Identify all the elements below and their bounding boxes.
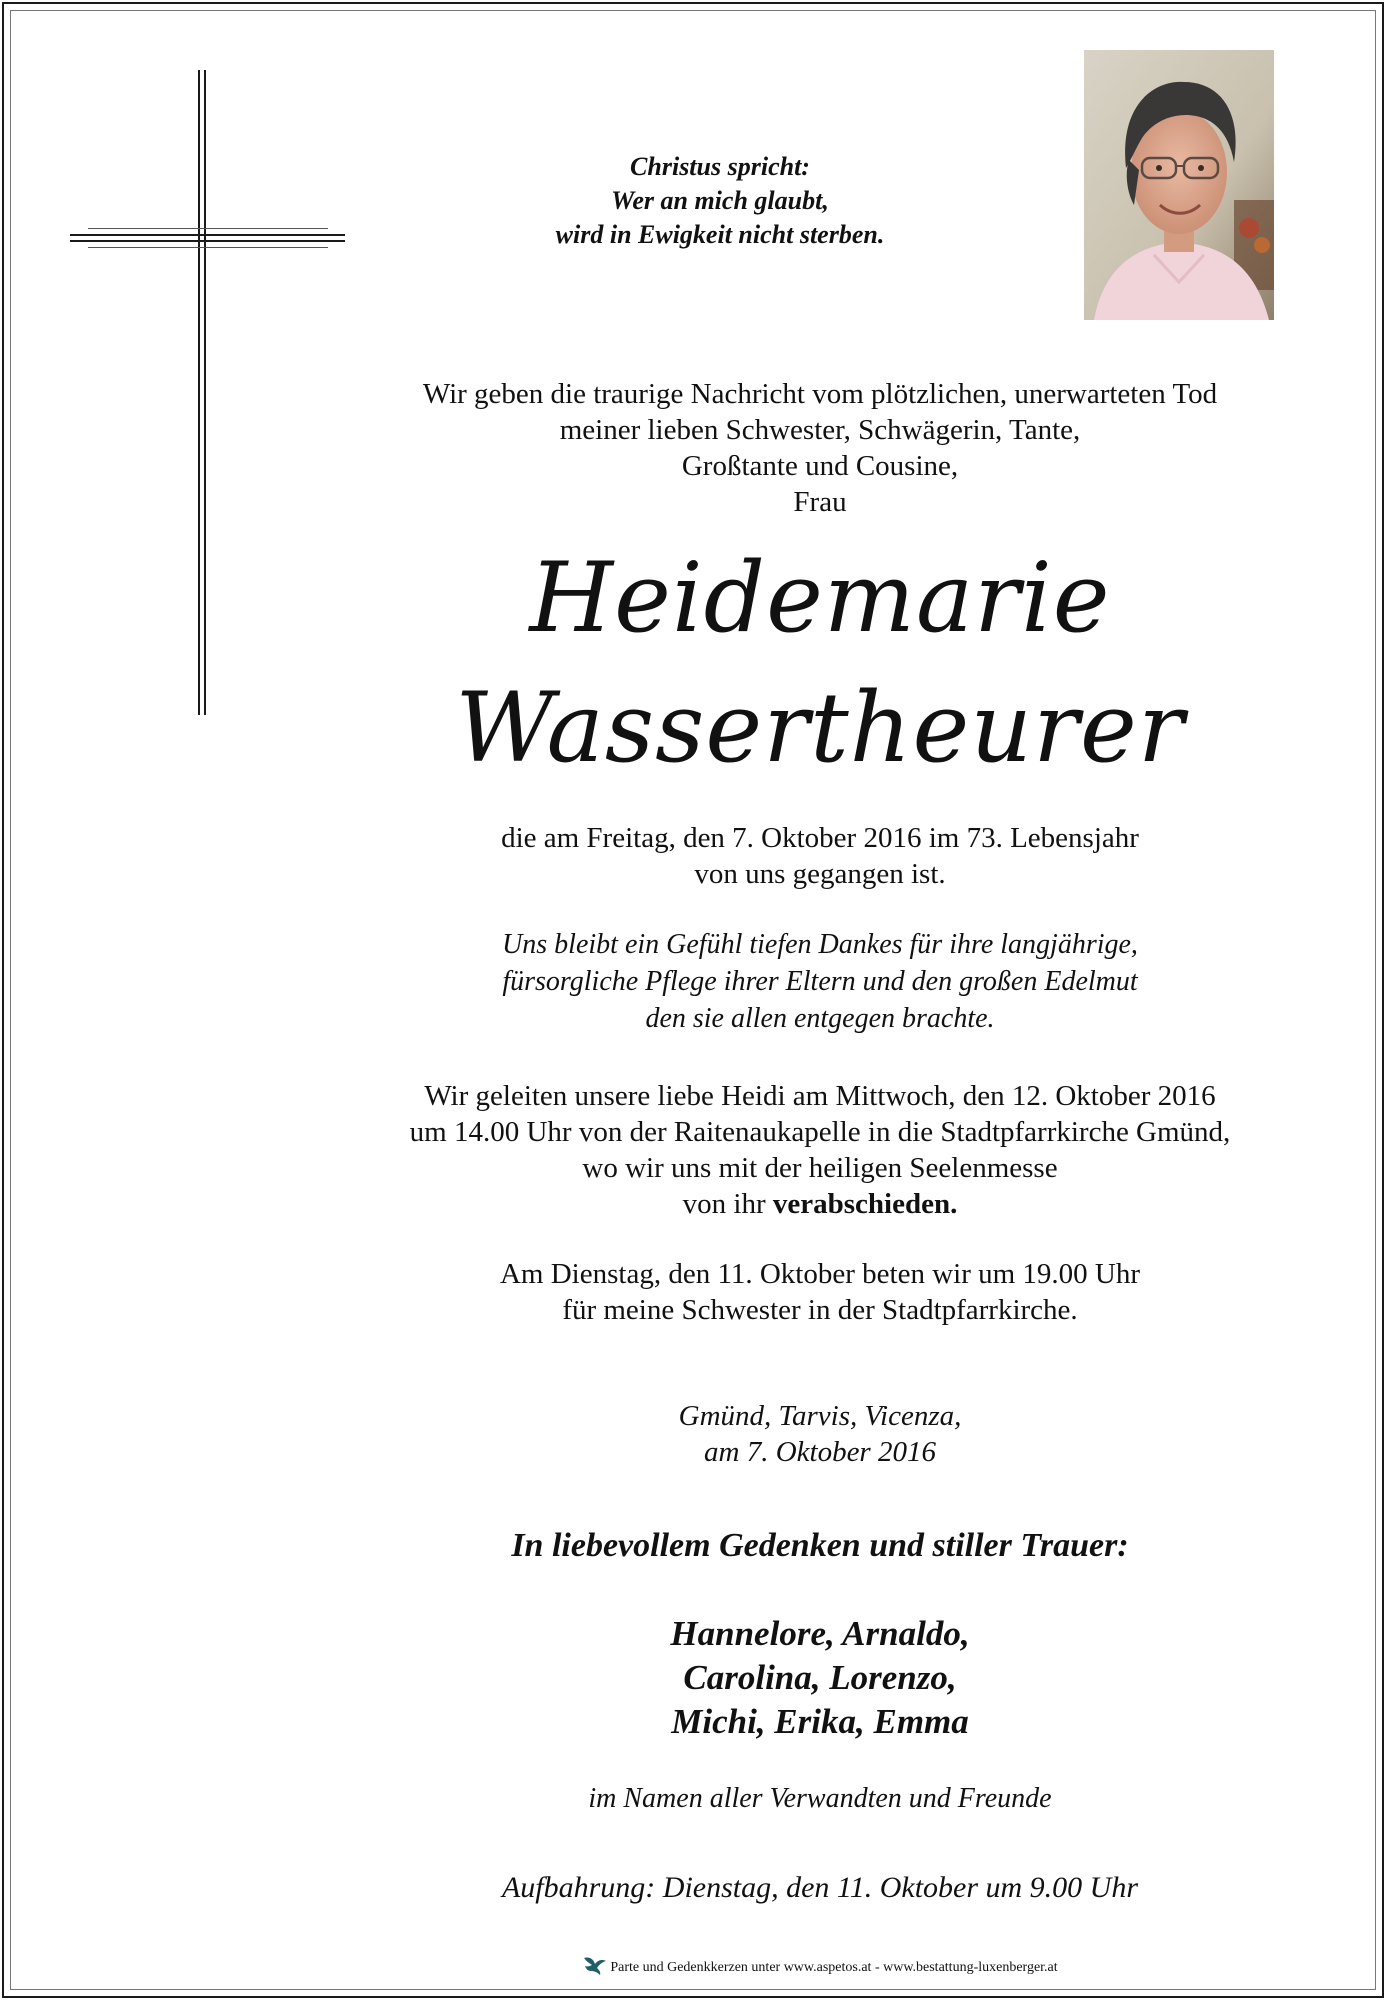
thanks-line: Uns bleibt ein Gefühl tiefen Dankes für ihre langjährige, — [502, 929, 1138, 960]
family-line: Hannelore, Arnaldo, — [670, 1614, 970, 1653]
viewing-info: Aufbahrung: Dienstag, den 11. Oktober um 9.00 Uhr — [501, 1871, 1139, 1904]
intro-line: Großtante und Cousine, — [681, 450, 959, 482]
intro-line: Wir geben die traurige Nachricht vom plötzlichen, unerwarteten Tod — [422, 378, 1218, 410]
family-names — [560, 1612, 1080, 1744]
mourning-heading: In liebevollem Gedenken und stiller Trauer: — [511, 1527, 1129, 1564]
thanks-line: den sie allen entgegen brachte. — [645, 1003, 995, 1034]
ceremony-emphasis: verabschieden. — [772, 1188, 958, 1220]
footer-text: Parte und Gedenkkerzen unter www.aspetos.at - www.bestattung-luxenberger.at — [610, 1960, 1058, 1976]
ceremony-line-last — [330, 1186, 1310, 1222]
prayer-line: Am Dienstag, den 11. Oktober beten wir um 19.00 Uhr — [499, 1258, 1141, 1290]
quote-line: Christus spricht: — [630, 152, 810, 181]
place-line: am 7. Oktober 2016 — [704, 1436, 936, 1468]
bird-icon — [582, 1954, 608, 1982]
ceremony-line: wo wir uns mit der heiligen Seelenmesse — [582, 1152, 1058, 1184]
cross-icon — [70, 70, 350, 720]
deceased-last-name: Wassertheurer — [455, 672, 1185, 784]
thanks-line: fürsorgliche Pflege ihrer Eltern und den großen Edelmut — [502, 966, 1138, 997]
place-line: Gmünd, Tarvis, Vicenza, — [678, 1400, 962, 1432]
bible-quote — [470, 150, 970, 252]
footer — [500, 1954, 1140, 1982]
family-line: Carolina, Lorenzo, — [683, 1658, 957, 1697]
prayer-info — [360, 1256, 1280, 1328]
ceremony-line: um 14.00 Uhr von der Raitenaukapelle in die Stadtpfarrkirche Gmünd, — [409, 1116, 1231, 1148]
relatives-note: im Namen aller Verwandten und Freunde — [588, 1783, 1052, 1814]
ceremony-prefix: von ihr — [682, 1188, 773, 1220]
announcement-intro — [360, 376, 1280, 520]
ceremony-line: Wir geleiten unsere liebe Heidi am Mittwoch, den 12. Oktober 2016 — [424, 1080, 1216, 1112]
thanks-text — [360, 926, 1280, 1037]
funeral-ceremony — [330, 1078, 1310, 1222]
family-line: Michi, Erika, Emma — [671, 1702, 969, 1741]
intro-line: Frau — [793, 486, 847, 518]
death-info — [360, 820, 1280, 892]
intro-line: meiner lieben Schwester, Schwägerin, Tante, — [559, 414, 1081, 446]
portrait-photo — [1084, 50, 1274, 320]
death-line: von uns gegangen ist. — [694, 858, 946, 890]
quote-line: Wer an mich glaubt, — [611, 186, 829, 215]
place-date — [560, 1398, 1080, 1470]
deceased-first-name: Heidemarie — [529, 542, 1111, 654]
death-line: die am Freitag, den 7. Oktober 2016 im 73. Lebensjahr — [501, 822, 1139, 854]
prayer-line: für meine Schwester in der Stadtpfarrkirche. — [562, 1294, 1078, 1326]
quote-line: wird in Ewigkeit nicht sterben. — [555, 220, 885, 249]
